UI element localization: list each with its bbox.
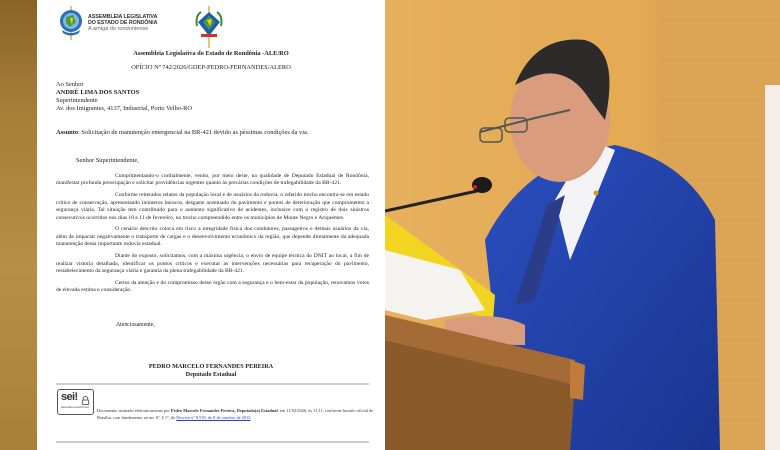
sei-seal-subtext: assinatura eletrônica [61, 405, 89, 409]
paragraph: Certos da atenção e do compromisso desse órgão com a segurança e o bem-estar da população, renovamos votos de elevada estima e consideração. [56, 279, 369, 294]
stamp-suffix: . [250, 414, 252, 420]
subject-line [56, 129, 308, 136]
recipient-role: Superintendente [56, 97, 98, 104]
stamp-middle: , em 11/02/2026, às 11:11, conforme horário oficial de Brasília, com fundamento no art. 6º, § 1º, do [97, 408, 374, 420]
signature-name: PEDRO MARCELO FERNANDES PEREIRA [148, 363, 274, 370]
letterhead [57, 6, 377, 46]
signature-role: Deputado Estadual [185, 371, 237, 378]
stamp-prefix: Documento assinado eletronicamente por [97, 408, 171, 413]
oficio-number: OFÍCIO Nº 742/2026/GDEP-PEDRO-FERNANDES/ALERO [131, 64, 291, 71]
wood-background-strip [0, 0, 37, 450]
sei-logo-text: sei! [61, 391, 78, 403]
paragraph: Conforme reiterados relatos da população local e de usuários da rodovia, o referido trecho encontra-se em estado crítico de conservação, apresentando inúmeros buracos, desgaste acentuado do pavimento e pontos de deterioração que comprometem a segurança viária. Tal situação tem contribuído para o aumento significativo de acidentes, inclusive com o registro de dois sinistros consecutivos ocorridos nos dias 10 e 11 de fevereiro, no trecho compreendido entre os municípios de Monte Negro e Ariquemes. [56, 192, 369, 221]
recipient-block [56, 81, 192, 113]
greeting: Senhor Superintendente, [76, 157, 139, 164]
decree-link[interactable]: Decreto nº 8.539, de 8 de outubro de 2015 [176, 414, 251, 420]
divider [56, 383, 369, 385]
assembly-name-line2: DO ESTADO DE RONDÔNIA [88, 19, 158, 26]
recipient-salutation: Ao Senhor [56, 81, 84, 88]
subject-label: Assunto [56, 129, 79, 136]
assembly-tagline: A amiga do rondoniense [88, 25, 149, 32]
sei-signature-seal [57, 389, 94, 415]
official-letter [37, 0, 385, 450]
closing: Atenciosamente, [116, 322, 155, 328]
assembly-emblem-icon [57, 6, 85, 40]
paragraph: Cumprimentando-o cordialmente, venho, por meio deste, na qualidade de Deputado Estadual de Rondônia, manifestar profunda preocupação e solicitar providências urgentes quanto às precárias condições de trafegabilidade da BR-421. [56, 173, 369, 187]
assembly-name-line1: ASSEMBLEIA LEGISLATIVA [88, 13, 158, 20]
electronic-signature-statement [97, 408, 377, 421]
assembly-logo [57, 6, 157, 40]
paragraph: Diante do exposto, solicitamos, com a máxima urgência, o envio de equipe técnica do DNIT ao local, a fim de realizar vistoria detalhada, identificar os pontos críticos e executar as intervenções necessárias para recuperação do pavimento, restabelecimento da segurança viária e garantia da plena trafegabilidade da BR-421. [56, 253, 369, 274]
subject-text: : Solicitação de manutenção emergencial na BR-421 devido as péssimas condições da via. [78, 129, 309, 136]
deputy-photo-illustration [385, 0, 780, 450]
paragraph: O cenário descrito coloca em risco a integridade física dos condutores, passageiros e demais usuários da via, além de impactar negativamente o transporte de cargas e o desenvolvimento econômico da região, que depende diretamente da adequada manutenção dessa importante rodovia estadual. [56, 226, 369, 248]
lock-icon [81, 396, 90, 405]
recipient-name: ANDRÉ LIMA DOS SANTOS [56, 89, 140, 96]
state-coat-of-arms-icon [195, 6, 223, 48]
letter-body [56, 173, 369, 299]
stamp-signer: Pedro Marcelo Fernandes Pereira, Deputado(a) Estadual [170, 408, 278, 413]
recipient-address: Av. dos Imigrantes, 4137, Industrial, Porto Velho-RO [56, 105, 193, 112]
divider [56, 441, 369, 443]
photo-deputy-at-podium [385, 0, 780, 450]
letter-header-title: Assembleia Legislativa do Estado de Rondônia -ALE/RO [133, 50, 289, 57]
